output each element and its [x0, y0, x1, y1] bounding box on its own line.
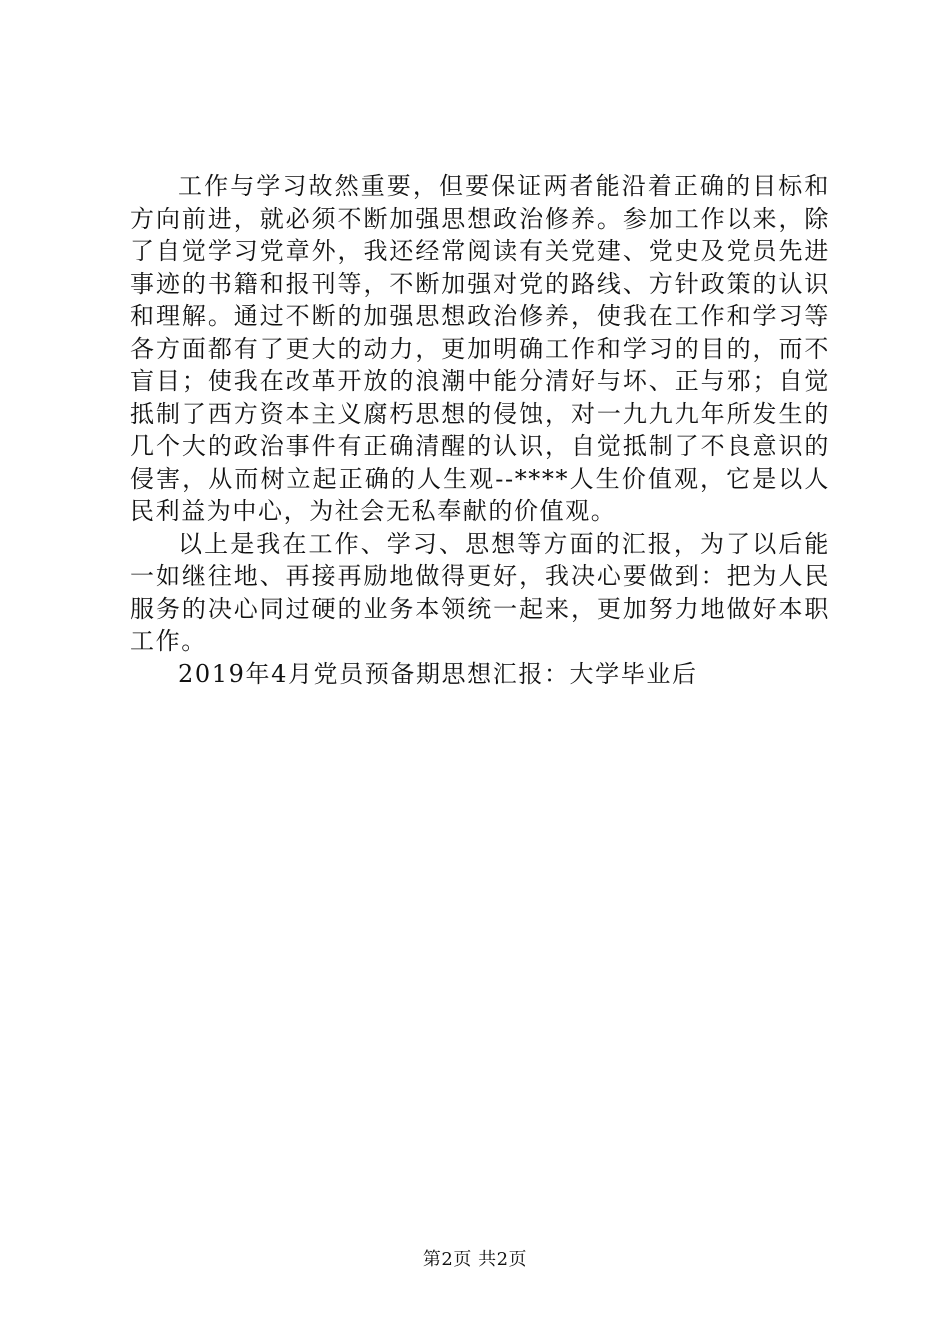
paragraph-next-title: 2019年4月党员预备期思想汇报：大学毕业后	[178, 659, 698, 688]
paragraph-summary-resolution: 以上是我在工作、学习、思想等方面的汇报，为了以后能一如继往地、再接再励地做得更好，我决心要做到：把为人民服务的决心同过硬的业务本领统一起来，更加努力地做好本职工作。	[130, 529, 830, 655]
paragraph-political-cultivation: 工作与学习故然重要，但要保证两者能沿着正确的目标和方向前进，就必须不断加强思想政治修养。参加工作以来，除了自觉学习党章外，我还经常阅读有关党建、党史及党员先进事迹的书籍和报刊等，不断加强对党的路线、方针政策的认识和理解。通过不断的加强思想政治修养，使我在工作和学习等各方面都有了更大的动力，更加明确工作和学习的目的，而不盲目；使我在改革开放的浪潮中能分清好与坏、正与邪；自觉抵制了西方资本主义腐朽思想的侵蚀，对一九九九年所发生的几个大的政治事件有正确清醒的认识，自觉抵制了不良意识的侵害，从而树立起正确的人生观--****人生价值观，它是以人民利益为中心，为社会无私奉献的价值观。	[130, 172, 830, 525]
page-footer: 第2页 共2页	[422, 1249, 528, 1270]
document-body	[130, 170, 830, 690]
